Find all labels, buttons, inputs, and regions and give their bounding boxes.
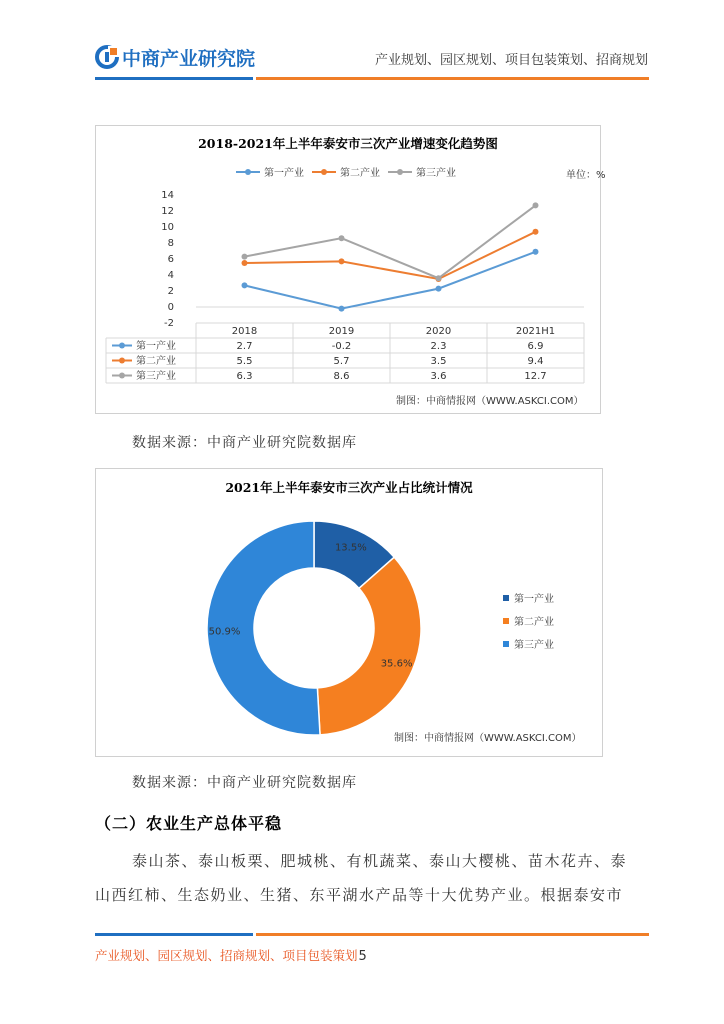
table-series-label: 第三产业 <box>136 371 176 382</box>
donut-slices <box>207 521 421 735</box>
table-legend-marker <box>119 343 125 349</box>
source-note: 数据来源：中商产业研究院数据库 <box>132 775 357 791</box>
table-cell-value: 2.7 <box>236 341 253 352</box>
header-slogan: 产业规划、园区规划、项目包装策划、招商规划 <box>374 53 648 68</box>
donut-chart-title: 2021年上半年泰安市三次产业占比统计情况 <box>225 480 473 495</box>
y-tick-label: -2 <box>164 318 174 329</box>
data-point <box>436 286 442 292</box>
footer-divider-orange <box>256 933 649 936</box>
legend-label-primary: 第一产业 <box>264 168 304 179</box>
slice-label: 35.6% <box>380 658 413 670</box>
donut-slice <box>317 557 421 735</box>
footer-slogan <box>95 946 367 964</box>
y-axis-ticks <box>161 190 584 329</box>
data-point <box>242 260 248 266</box>
chart-credit: 制图：中商情报网（WWW.ASKCI.COM） <box>394 733 582 744</box>
table-cell-value: 3.5 <box>430 356 447 367</box>
table-cell-value: 12.7 <box>524 371 547 382</box>
paragraph-line: 泰山茶、泰山板栗、肥城桃、有机蔬菜、泰山大樱桃、苗木花卉、泰 <box>132 852 628 870</box>
table-cell-value: 5.5 <box>236 356 253 367</box>
y-tick-label: 12 <box>161 206 174 217</box>
series-line <box>245 205 536 278</box>
y-tick-label: 0 <box>167 302 174 313</box>
donut-legend <box>503 592 554 651</box>
legend-label-tertiary: 第三产业 <box>416 168 456 179</box>
line-chart-title: 2018-2021年上半年泰安市三次产业增速变化趋势图 <box>198 136 498 151</box>
table-cell-value: 6.9 <box>527 341 544 352</box>
table-cell-value: 6.3 <box>236 371 253 382</box>
data-point <box>533 229 539 235</box>
section-heading: （二）农业生产总体平稳 <box>95 814 283 833</box>
line-chart-svg <box>96 126 606 413</box>
table-legend-marker <box>119 358 125 364</box>
legend-swatch <box>503 595 509 601</box>
data-point <box>339 306 345 312</box>
table-cell-value: 3.6 <box>430 371 447 382</box>
unit-label: 单位：% <box>566 170 606 181</box>
table-cell-value: 5.7 <box>333 356 350 367</box>
y-tick-label: 2 <box>167 286 174 297</box>
table-cell-value: 2.3 <box>430 341 447 352</box>
legend-swatch <box>503 618 509 624</box>
legend-swatch <box>503 641 509 647</box>
table-cell-value: 8.6 <box>333 371 350 382</box>
line-chart-legend <box>236 166 456 179</box>
data-point <box>242 254 248 260</box>
legend-label: 第二产业 <box>514 617 554 628</box>
legend-label: 第三产业 <box>514 640 554 651</box>
x-tick-label: 2020 <box>425 326 452 337</box>
data-table <box>106 323 584 383</box>
chart-credit: 制图：中商情报网（WWW.ASKCI.COM） <box>396 396 584 407</box>
slice-label: 13.5% <box>334 542 367 554</box>
y-tick-label: 14 <box>161 190 174 201</box>
y-tick-label: 8 <box>167 238 174 249</box>
x-tick-label: 2021H1 <box>515 326 556 337</box>
data-point <box>339 235 345 241</box>
data-point <box>533 249 539 255</box>
y-tick-label: 6 <box>167 254 174 265</box>
page-number: 5 <box>358 949 367 964</box>
header-divider-blue <box>95 77 253 80</box>
legend-label-secondary: 第二产业 <box>340 168 380 179</box>
data-point <box>242 282 248 288</box>
line-chart-panel <box>95 125 606 414</box>
series-line <box>245 252 536 309</box>
legend-label: 第一产业 <box>514 594 554 605</box>
logo <box>95 42 255 72</box>
table-series-label: 第二产业 <box>136 356 176 367</box>
data-point <box>339 258 345 264</box>
y-tick-label: 10 <box>161 222 174 233</box>
data-point <box>533 202 539 208</box>
table-cell-value: -0.2 <box>331 341 352 352</box>
footer-slogan-text: 产业规划、园区规划、招商规划、项目包装策划 <box>95 948 358 963</box>
source-note: 数据来源：中商产业研究院数据库 <box>132 435 357 451</box>
logo-icon <box>95 45 119 69</box>
slice-label: 50.9% <box>208 626 241 638</box>
table-legend-marker <box>119 373 125 379</box>
table-cell-value: 9.4 <box>527 356 544 367</box>
series-lines <box>242 202 539 311</box>
header-divider-orange <box>256 77 649 80</box>
table-series-label: 第一产业 <box>136 341 176 352</box>
footer-divider-blue <box>95 933 253 936</box>
donut-chart-svg <box>96 469 602 756</box>
paragraph-line: 山西红柿、生态奶业、生猪、东平湖水产品等十大优势产业。根据泰安市 <box>95 886 624 904</box>
logo-text: 中商产业研究院 <box>122 47 256 70</box>
x-tick-label: 2018 <box>231 326 258 337</box>
donut-chart-panel <box>95 468 603 757</box>
data-point <box>436 275 442 281</box>
x-tick-label: 2019 <box>328 326 355 337</box>
y-tick-label: 4 <box>167 270 174 281</box>
